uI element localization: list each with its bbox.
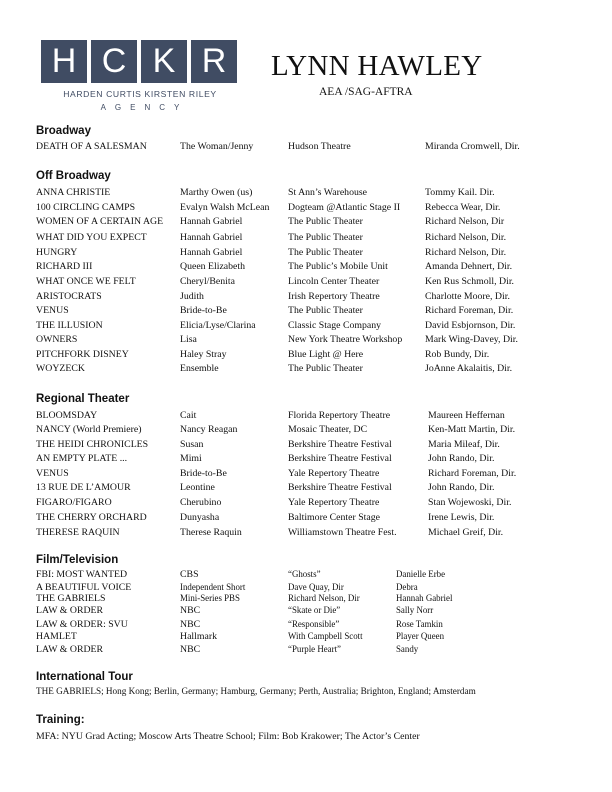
credit-show: OWNERS <box>36 334 78 345</box>
actor-name: LYNN HAWLEY <box>271 50 483 82</box>
credit-network: CBS <box>180 569 199 580</box>
credit-venue: Irish Repertory Theatre <box>288 291 380 302</box>
credit-role: Hannah Gabriel <box>396 593 453 603</box>
credit-row <box>0 605 612 620</box>
credit-title: HAMLET <box>36 631 77 642</box>
credit-show: BLOOMSDAY <box>36 410 98 421</box>
credit-row <box>0 334 612 349</box>
credit-title: FBI: MOST WANTED <box>36 569 128 580</box>
credit-role: Therese Raquin <box>180 527 242 538</box>
credit-row <box>0 527 612 542</box>
credit-row <box>0 512 612 527</box>
credit-row <box>0 424 612 439</box>
credit-title: LAW & ORDER: SVU <box>36 619 128 630</box>
credit-venue: Florida Repertory Theatre <box>288 410 391 421</box>
credit-venue: New York Theatre Workshop <box>288 334 403 345</box>
credit-role: Danielle Erbe <box>396 569 446 579</box>
credit-row <box>0 482 612 497</box>
credit-show: WOMEN OF A CERTAIN AGE <box>36 216 164 227</box>
credit-title: LAW & ORDER <box>36 644 104 655</box>
credit-venue: Hudson Theatre <box>288 141 351 152</box>
credit-show: RICHARD III <box>36 261 93 272</box>
credit-venue: Yale Repertory Theatre <box>288 468 380 479</box>
credit-show: WOYZECK <box>36 363 85 374</box>
credit-role: Susan <box>180 439 204 450</box>
credit-show: DEATH OF A SALESMAN <box>36 141 147 152</box>
credit-venue: Yale Repertory Theatre <box>288 497 380 508</box>
credit-row <box>0 497 612 512</box>
credit-director: Richard Foreman, Dir. <box>425 305 514 316</box>
section-title-training: Training: <box>36 714 85 726</box>
credit-network: NBC <box>180 644 201 655</box>
credit-venue: Lincoln Center Theater <box>288 276 380 287</box>
credit-role: Cherubino <box>180 497 222 508</box>
international-tour-text: THE GABRIELS; Hong Kong; Berlin, Germany; Hamburg, Germany; Perth, Australia; Brighton, England; Amsterdam <box>36 686 476 696</box>
credit-row <box>0 141 612 156</box>
logo-agency-word: AGENCY <box>100 103 189 112</box>
credit-role: Debra <box>396 582 418 592</box>
section-title-international: International Tour <box>36 671 133 683</box>
section-title-off-broadway: Off Broadway <box>36 170 111 182</box>
credit-director: Rob Bundy, Dir. <box>425 349 490 360</box>
credit-venue: The Public Theater <box>288 247 363 258</box>
credit-row <box>0 202 612 217</box>
credit-role: Mimi <box>180 453 202 464</box>
credit-role: Evalyn Walsh McLean <box>180 202 270 213</box>
credit-role: Bride-to-Be <box>180 468 227 479</box>
credit-venue: Blue Light @ Here <box>288 349 364 360</box>
credit-director: Amanda Dehnert, Dir. <box>425 261 513 272</box>
credit-role: Player Queen <box>396 631 445 641</box>
credit-director: Rebecca Wear, Dir. <box>425 202 501 213</box>
logo-letter: C <box>91 40 137 83</box>
training-text: MFA: NYU Grad Acting; Moscow Arts Theatre School; Film: Bob Krakower; The Actor’s Center <box>36 731 420 742</box>
credit-show: THE ILLUSION <box>36 320 103 331</box>
credit-director: Richard Nelson, Dir. <box>425 247 507 258</box>
credit-episode: With Campbell Scott <box>288 631 363 641</box>
credit-row <box>0 410 612 425</box>
credit-role: Marthy Owen (us) <box>180 187 253 198</box>
credit-show: VENUS <box>36 468 69 479</box>
agency-logo <box>41 40 239 112</box>
credit-show: ARISTOCRATS <box>36 291 102 302</box>
credit-director: Richard Nelson, Dir <box>425 216 505 227</box>
credit-row <box>0 261 612 276</box>
credit-row <box>0 305 612 320</box>
credit-director: David Esbjornson, Dir. <box>425 320 516 331</box>
credit-show: FIGARO/FIGARO <box>36 497 112 508</box>
logo-letter: K <box>141 40 187 83</box>
credit-row <box>0 468 612 483</box>
credit-venue: The Public’s Mobile Unit <box>288 261 388 272</box>
credit-role: The Woman/Jenny <box>180 141 254 152</box>
credit-role: Elicia/Lyse/Clarina <box>180 320 256 331</box>
credit-show: PITCHFORK DISNEY <box>36 349 129 360</box>
credit-director: Ken-Matt Martin, Dir. <box>428 424 516 435</box>
credit-episode: “Skate or Die” <box>288 605 341 615</box>
credit-director: Richard Foreman, Dir. <box>428 468 517 479</box>
credit-row <box>0 247 612 262</box>
credit-title: LAW & ORDER <box>36 605 104 616</box>
credit-role: Bride-to-Be <box>180 305 227 316</box>
credit-venue: Williamstown Theatre Fest. <box>288 527 397 538</box>
credit-network: Mini-Series PBS <box>180 593 240 603</box>
credit-show: NANCY (World Premiere) <box>36 424 142 435</box>
credit-show: WHAT DID YOU EXPECT <box>36 232 147 243</box>
credit-venue: The Public Theater <box>288 216 363 227</box>
section-title-broadway: Broadway <box>36 125 91 137</box>
credit-director: Irene Lewis, Dir. <box>428 512 495 523</box>
credit-row <box>0 349 612 364</box>
credit-title: A BEAUTIFUL VOICE <box>36 582 132 593</box>
credit-show: WHAT ONCE WE FELT <box>36 276 136 287</box>
credit-role: Leontine <box>180 482 215 493</box>
credit-network: NBC <box>180 619 201 630</box>
credit-role: Cait <box>180 410 197 421</box>
section-title-regional: Regional Theater <box>36 393 130 405</box>
logo-letter: R <box>191 40 237 83</box>
credit-row <box>0 187 612 202</box>
credit-episode: “Responsible” <box>288 619 340 629</box>
credit-show: AN EMPTY PLATE ... <box>36 453 128 464</box>
credit-director: Richard Nelson, Dir. <box>425 232 507 243</box>
credit-role: Judith <box>180 291 204 302</box>
credit-role: Queen Elizabeth <box>180 261 246 272</box>
credit-role: Cheryl/Benita <box>180 276 235 287</box>
union-affiliation: AEA /SAG-AFTRA <box>319 86 413 98</box>
credit-role: Haley Stray <box>180 349 227 360</box>
credit-director: Stan Wojewoski, Dir. <box>428 497 512 508</box>
credit-role: Sandy <box>396 644 419 654</box>
credit-network: NBC <box>180 605 201 616</box>
credit-show: THE HEIDI CHRONICLES <box>36 439 149 450</box>
credit-episode: Dave Quay, Dir <box>288 582 344 592</box>
credit-row <box>0 363 612 378</box>
credit-show: HUNGRY <box>36 247 78 258</box>
credit-venue: The Public Theater <box>288 232 363 243</box>
credit-show: 100 CIRCLING CAMPS <box>36 202 136 213</box>
credit-venue: Classic Stage Company <box>288 320 382 331</box>
credit-director: John Rando, Dir. <box>428 453 495 464</box>
credit-venue: Berkshire Theatre Festival <box>288 439 392 450</box>
credit-row <box>0 232 612 247</box>
credit-director: Michael Greif, Dir. <box>428 527 504 538</box>
credit-role: Nancy Reagan <box>180 424 238 435</box>
credit-venue: St Ann’s Warehouse <box>288 187 368 198</box>
credit-row <box>0 291 612 306</box>
credit-network: Hallmark <box>180 631 217 642</box>
credit-venue: Mosaic Theater, DC <box>288 424 368 435</box>
credit-show: 13 RUE DE L’AMOUR <box>36 482 131 493</box>
credit-venue: The Public Theater <box>288 305 363 316</box>
credit-director: Maureen Heffernan <box>428 410 505 421</box>
credit-role: Rose Tamkin <box>396 619 443 629</box>
credit-role: Lisa <box>180 334 197 345</box>
credit-row <box>0 216 612 231</box>
credit-role: Hannah Gabriel <box>180 216 243 227</box>
logo-letter: H <box>41 40 87 83</box>
credit-episode: “Purple Heart” <box>288 644 341 654</box>
credit-show: VENUS <box>36 305 69 316</box>
credit-director: Charlotte Moore, Dir. <box>425 291 510 302</box>
credit-role: Dunyasha <box>180 512 220 523</box>
credit-row <box>0 439 612 454</box>
credit-director: Maria Mileaf, Dir. <box>428 439 500 450</box>
logo-letter-boxes <box>41 40 239 83</box>
credit-venue: Baltimore Center Stage <box>288 512 380 523</box>
credit-venue: Berkshire Theatre Festival <box>288 482 392 493</box>
credit-role: Sally Norr <box>396 605 434 615</box>
credit-title: THE GABRIELS <box>36 593 106 604</box>
credit-row <box>0 453 612 468</box>
logo-agency-names: HARDEN CURTIS KIRSTEN RILEY <box>63 89 217 99</box>
credit-director: JoAnne Akalaitis, Dir. <box>425 363 513 374</box>
credit-venue: The Public Theater <box>288 363 363 374</box>
credit-venue: Berkshire Theatre Festival <box>288 453 392 464</box>
credit-row <box>0 644 612 659</box>
credit-row <box>0 320 612 335</box>
credit-venue: Dogteam @Atlantic Stage II <box>288 202 401 213</box>
credit-director: Ken Rus Schmoll, Dir. <box>425 276 514 287</box>
credit-role: Hannah Gabriel <box>180 247 243 258</box>
credit-show: ANNA CHRISTIE <box>36 187 111 198</box>
credit-episode: Richard Nelson, Dir <box>288 593 360 603</box>
section-title-film-tv: Film/Television <box>36 554 119 566</box>
credit-role: Ensemble <box>180 363 219 374</box>
credit-row <box>0 276 612 291</box>
credit-show: THE CHERRY ORCHARD <box>36 512 147 523</box>
credit-show: THERESE RAQUIN <box>36 527 120 538</box>
credit-director: Miranda Cromwell, Dir. <box>425 141 520 152</box>
credit-director: Tommy Kail. Dir. <box>425 187 495 198</box>
credit-network: Independent Short <box>180 582 246 592</box>
credit-episode: “Ghosts” <box>288 569 321 579</box>
credit-director: John Rando, Dir. <box>428 482 495 493</box>
credit-role: Hannah Gabriel <box>180 232 243 243</box>
credit-director: Mark Wing-Davey, Dir. <box>425 334 518 345</box>
